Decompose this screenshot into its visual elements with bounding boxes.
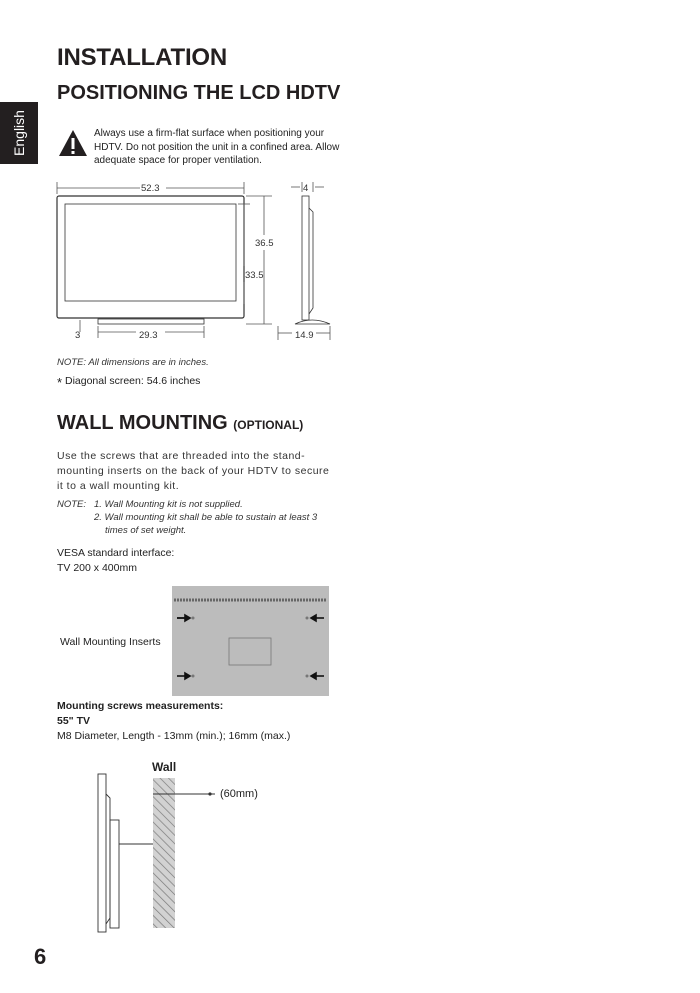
dim-height-total: 36.5 — [255, 238, 274, 249]
wall-mounting-paragraph: Use the screws that are threaded into the stand-mounting inserts on the back of your HDTV to secure it to a wall mounting kit. — [57, 450, 330, 492]
dim-stand-depth: 14.9 — [295, 330, 314, 341]
section-title-wall-mounting: WALL MOUNTING (OPTIONAL) — [57, 412, 304, 434]
warning-icon — [58, 128, 88, 158]
wall-mounting-notes: NOTE: 1. Wall Mounting kit is not supplied. 2. Wall mounting kit shall be able to sustain at least 3 times of set weight. — [57, 499, 318, 536]
dim-width: 52.3 — [141, 183, 160, 194]
dim-depth-top: 4 — [303, 183, 309, 194]
vesa-spec: VESA standard interface: TV 200 x 400mm — [57, 547, 175, 574]
warning-text: Always use a firm-flat surface when positioning your HDTV. Do not position the unit in a confined area. Allow adequate space for proper ventilation. — [94, 128, 340, 166]
page-title: INSTALLATION — [57, 44, 228, 71]
language-label: English — [11, 110, 27, 156]
diagonal-note: * Diagonal screen: 54.6 inches — [57, 375, 201, 390]
page-number: 6 — [34, 944, 47, 969]
insert-arrow-icon-top-left — [176, 611, 190, 625]
wall-mounting-inserts-label: Wall Mounting Inserts — [60, 636, 161, 648]
tv-back-panel-image — [172, 586, 329, 696]
screws-description: M8 Diameter, Length - 13mm (min.); 16mm (max.) — [57, 730, 291, 742]
dim-height-screen: 33.5 — [245, 270, 264, 281]
tv-dimension-diagram — [50, 178, 340, 346]
dimensions-note: NOTE: All dimensions are in inches. — [57, 357, 209, 368]
gap-label: (60mm) — [220, 788, 258, 800]
screws-title: Mounting screws measurements: — [57, 700, 224, 712]
dim-stand-width: 29.3 — [139, 330, 158, 341]
screws-model: 55" TV — [57, 715, 90, 727]
language-tab — [0, 102, 38, 164]
wall-clearance-diagram — [90, 768, 310, 938]
wall-label: Wall — [152, 760, 177, 774]
section-title-positioning: POSITIONING THE LCD HDTV — [57, 82, 341, 104]
dim-stand-offset: 3 — [75, 330, 81, 341]
